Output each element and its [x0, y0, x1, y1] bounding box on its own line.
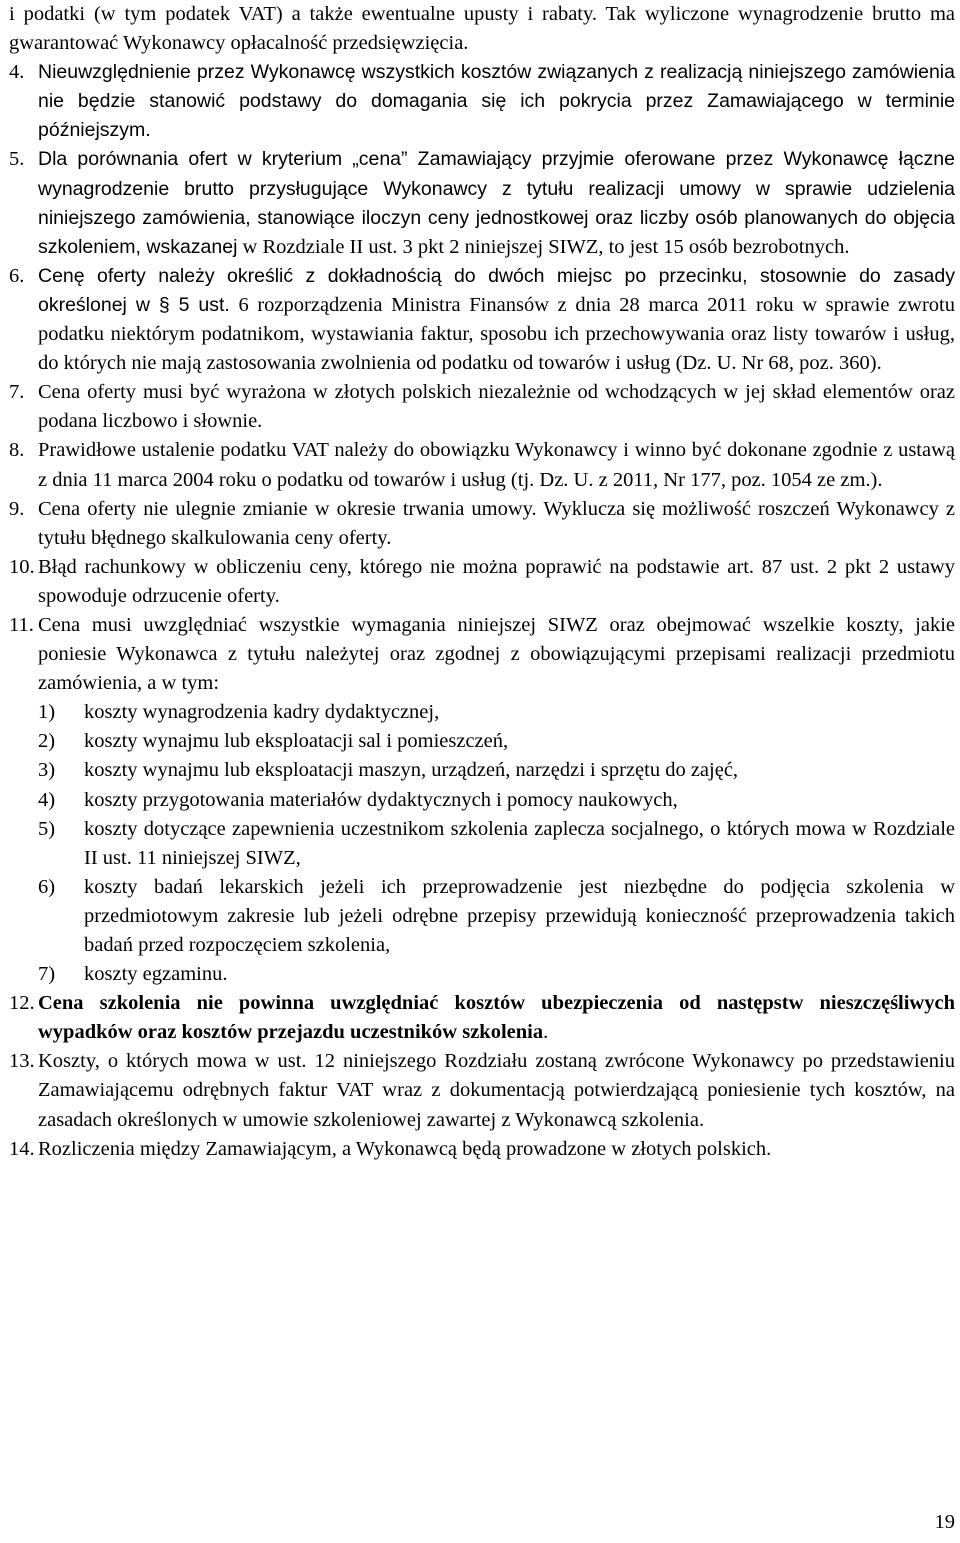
sublist-text: koszty przygotowania materiałów dydaktycznych i pomocy naukowych,: [84, 788, 678, 811]
list-item-5: [9, 145, 955, 261]
sublist-item: [38, 873, 955, 960]
sublist-item: [38, 698, 955, 727]
item-text: Cena oferty musi być wyrażona w złotych polskich niezależnie od wchodzących w jej skład elementów oraz podana liczbowo i słownie.: [38, 381, 955, 433]
list-item-12: [9, 989, 955, 1047]
sublist-item: [38, 756, 955, 785]
item-text: Prawidłowe ustalenie podatku VAT należy do obowiązku Wykonawcy i winno być dokonane zgodnie z ustawą z dnia 11 marca 2004 roku o podatku od towarów i usług (tj. Dz. U. z 2011, Nr 177, poz. 1054 ze zm.).: [38, 439, 955, 491]
list-item-14: [9, 1135, 955, 1164]
sublist-item: [38, 815, 955, 873]
page-number: 19: [934, 1511, 955, 1533]
list-item-10: [9, 553, 955, 611]
item-number: 12.: [9, 992, 35, 1015]
item-number: 8.: [9, 439, 25, 462]
document-page: [9, 0, 955, 1164]
item-text-tail: w Rozdziale II ust. 3 pkt 2 niniejszej SIWZ, to jest 15 osób bezrobotnych.: [242, 235, 850, 258]
item-text: Błąd rachunkowy w obliczeniu ceny, którego nie można poprawić na podstawie art. 87 ust. 2 pkt 2 ustawy spowoduje odrzucenie oferty.: [38, 555, 955, 607]
list-item-7: [9, 378, 955, 436]
list-item-11: [9, 611, 955, 989]
item-text-bold: Cena szkolenia nie powinna uwzględniać kosztów ubezpieczenia od następstw nieszczęśliwych wypadków oraz kosztów przejazdu uczestników szkolenia: [38, 992, 955, 1044]
item-text: Cena oferty nie ulegnie zmianie w okresie trwania umowy. Wyklucza się możliwość roszczeń Wykonawcy z tytułu błędnego skalkulowania ceny oferty.: [38, 497, 955, 549]
sublist-text: koszty wynajmu lub eksploatacji sal i pomieszczeń,: [84, 730, 509, 753]
list-item-13: [9, 1047, 955, 1134]
sublist-text: koszty dotyczące zapewnienia uczestnikom szkolenia zaplecza socjalnego, o których mowa w Rozdziale II ust. 11 niniejszej SIWZ,: [84, 817, 955, 869]
item-number: 10.: [9, 555, 35, 578]
item-text: Dla porównania ofert w kryterium „cena” Zamawiający przyjmie oferowane przez Wykonawcę łączne wynagrodzenie brutto przysługujące Wykonawcy z tytułu realizacji umowy w sprawie udzielenia niniejszego zamówienia, stanowiące iloczyn ceny jednostkowej oraz liczby osób planowanych do objęcia szkoleniem, wskazanej: [38, 148, 955, 258]
list-item-6: [9, 262, 955, 378]
item-text-tail: 6 rozporządzenia Ministra Finansów z dnia 28 marca 2011 roku w sprawie zwrotu podatku niektórym podatnikom, wystawiania faktur, sposobu ich przechowywania oraz listy towarów i usług, do których nie mają zastosowania zwolnienia od podatku od towarów i usług (Dz. U. Nr 68, poz. 360).: [38, 293, 955, 375]
item-text: Nieuwzględnienie przez Wykonawcę wszystkich kosztów związanych z realizacją niniejszego zamówienia nie będzie stanowić podstawy do domagania się ich pokrycia przez Zamawiającego w terminie późniejszym.: [38, 61, 955, 142]
sublist-text: koszty badań lekarskich jeżeli ich przeprowadzenie jest niezbędne do podjęcia szkolenia w przedmiotowym zakresie lub jeżeli odrębne przepisy przewidują konieczność przeprowadzenia takich badań przed rozpoczęciem szkolenia,: [84, 875, 955, 956]
list-item-8: [9, 436, 955, 494]
item-text: Cenę oferty należy określić z dokładnością do dwóch miejsc po przecinku, stosownie do zasady określonej w § 5 ust.: [38, 264, 955, 316]
intro-paragraph: i podatki (w tym podatek VAT) a także ewentualne upusty i rabaty. Tak wyliczone wynagrodzenie brutto ma gwarantować Wykonawcy opłacalność przedsięwzięcia.: [9, 3, 955, 55]
sublist-text: koszty wynajmu lub eksploatacji maszyn, urządzeń, narzędzi i sprzętu do zajęć,: [84, 759, 739, 782]
list-item-4: [9, 58, 955, 145]
item-text: Rozliczenia między Zamawiającym, a Wykonawcą będą prowadzone w złotych polskich.: [38, 1137, 772, 1160]
item-number: 7.: [9, 381, 25, 404]
list-item-9: [9, 495, 955, 553]
sublist-number: 4): [38, 788, 56, 811]
item-number: 11.: [9, 613, 34, 636]
item-text: Koszty, o których mowa w ust. 12 niniejszego Rozdziału zostaną zwrócone Wykonawcy po przedstawieniu Zamawiającemu odrębnych faktur VAT wraz z dokumentacją potwierdzającą poniesienie tych kosztów, na zasadach określonych w umowie szkoleniowej zawartej z Wykonawcą szkolenia.: [38, 1050, 955, 1131]
sublist-number: 7): [38, 963, 56, 986]
sublist-text: koszty wynagrodzenia kadry dydaktycznej,: [84, 701, 440, 724]
sublist-item: [38, 727, 955, 756]
sublist-number: 6): [38, 875, 56, 898]
sublist-item: [38, 786, 955, 815]
sublist-number: 3): [38, 759, 56, 782]
sublist-number: 1): [38, 701, 56, 724]
item-number: 4.: [9, 61, 25, 84]
item-number: 14.: [9, 1137, 35, 1160]
item-number: 9.: [9, 497, 25, 520]
sublist-number: 2): [38, 730, 56, 753]
item-number: 6.: [9, 264, 25, 287]
sublist-number: 5): [38, 817, 56, 840]
item-text-period: .: [543, 1021, 549, 1044]
item-number: 5.: [9, 148, 25, 171]
sublist-text: koszty egzaminu.: [84, 963, 228, 986]
sublist-item: [38, 960, 955, 989]
item-text: Cena musi uwzględniać wszystkie wymagania niniejszej SIWZ oraz obejmować wszelkie koszty, jakie poniesie Wykonawca z tytułu należytej oraz zgodnej z obowiązującymi przepisami realizacji przedmiotu zamówienia, a w tym:: [38, 613, 955, 695]
item-number: 13.: [9, 1050, 35, 1073]
cost-sublist: [38, 698, 955, 989]
